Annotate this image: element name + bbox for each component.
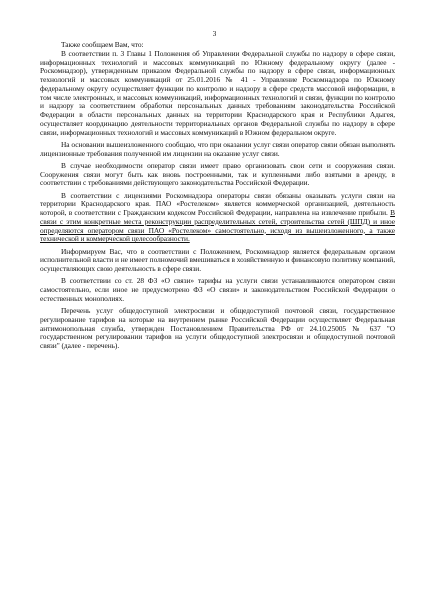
paragraph-text: Информируем Вас, что в соответствии с Положением, Роскомнадзор является федеральным органом исполнительной власти и не имеет полномочий вмешиваться в хозяйственную и финансовую политику компаний, осуществляющих свою деятельность в сфере связи. xyxy=(40,246,395,273)
paragraph-text: На основании вышеизложенного сообщаю, что при оказании услуг связи оператор связи обязан выполнять лицензионные требования полученной им лицензии на оказание услуг связи. xyxy=(40,139,395,158)
document-body xyxy=(40,41,395,351)
paragraph-text: Перечень услуг общедоступной электросвязи и общедоступной почтовой связи, государственное регулирование тарифов на которые на внутреннем рынке Российской Федерации осуществляет Федеральная антимонопольная служба, утвержден Постановлением Правительства РФ от 24.10.25005 № 637 "О государственном регулировании тарифов на услуги общедоступной электросвязи и общедоступной почтовой связи" (далее - перечень). xyxy=(40,306,395,350)
paragraph xyxy=(40,192,395,245)
paragraph-text: В соответствии с лицензиями Роскомнадзора операторы связи обязаны оказывать услуги связи на территории Краснодарского края. ПАО «Ростелеком» является коммерческой организацией, деятельность которой, в соответствии с Гражданским кодексом Российской Федерации, направлена на извлечение прибыли. xyxy=(40,190,395,217)
paragraph xyxy=(40,277,395,303)
paragraph-text: В соответствии со ст. 28 ФЗ «О связи» тарифы на услуги связи устанавливаются оператором связи самостоятельно, если иное не предусмотрено ФЗ «О связи» и законодательством Российской Федерации о естественных монополиях. xyxy=(40,276,395,303)
paragraph xyxy=(40,141,395,159)
underlined-text: В связи с этим конкретные места реконструкции распределительных сетей, строительства сетей (ШПД) и иное определяются оператором связи ПАО «Ростелеком» самостоятельно, исходя из вышеизложенного, а также технической и коммерческой целесообразности. xyxy=(40,208,395,244)
paragraph xyxy=(40,248,395,274)
paragraph xyxy=(40,162,395,188)
paragraph xyxy=(40,50,395,138)
page-number: 3 xyxy=(212,29,217,38)
paragraph-text: Также сообщаем Вам, что: xyxy=(61,40,144,49)
paragraph xyxy=(40,307,395,351)
paragraph-text: В случае необходимости оператор связи имеет право организовать свои сети и сооружения связи. Сооружения связи могут быть как вновь построенными, так и купленными либо взятыми в аренду, в соответствии с требованиями действующего законодательства Российской Федерации. xyxy=(40,160,395,188)
paragraph-text: В соответствии п. 3 Главы 1 Положения об Управлении Федеральной службы по надзору в сфере связи, информационных технологий и массовых коммуникаций по Южному федеральному округу (далее - Роскомнадзор), утвержденным приказом Федеральной службы по надзору в сфере связи, информационных технологий и массовых коммуникаций от 25.01.2016 № 41 - Управление Роскомнадзора по Южному федеральному округу осуществляет функции по контролю и надзору в сфере средств массовой информации, в том числе электронных, и массовых коммуникаций, информационных технологий и связи, функции по контролю и надзору за соответствием обработки персональных данных требованиям законодательства Российской Федерации в области персональных данных на территории Краснодарского края и Республики Адыгея, осуществляет координацию деятельности территориальных органов Федеральной службы по надзору в сфере связи, информационных технологий и массовых коммуникаций в Южном федеральном округе. xyxy=(40,48,395,137)
